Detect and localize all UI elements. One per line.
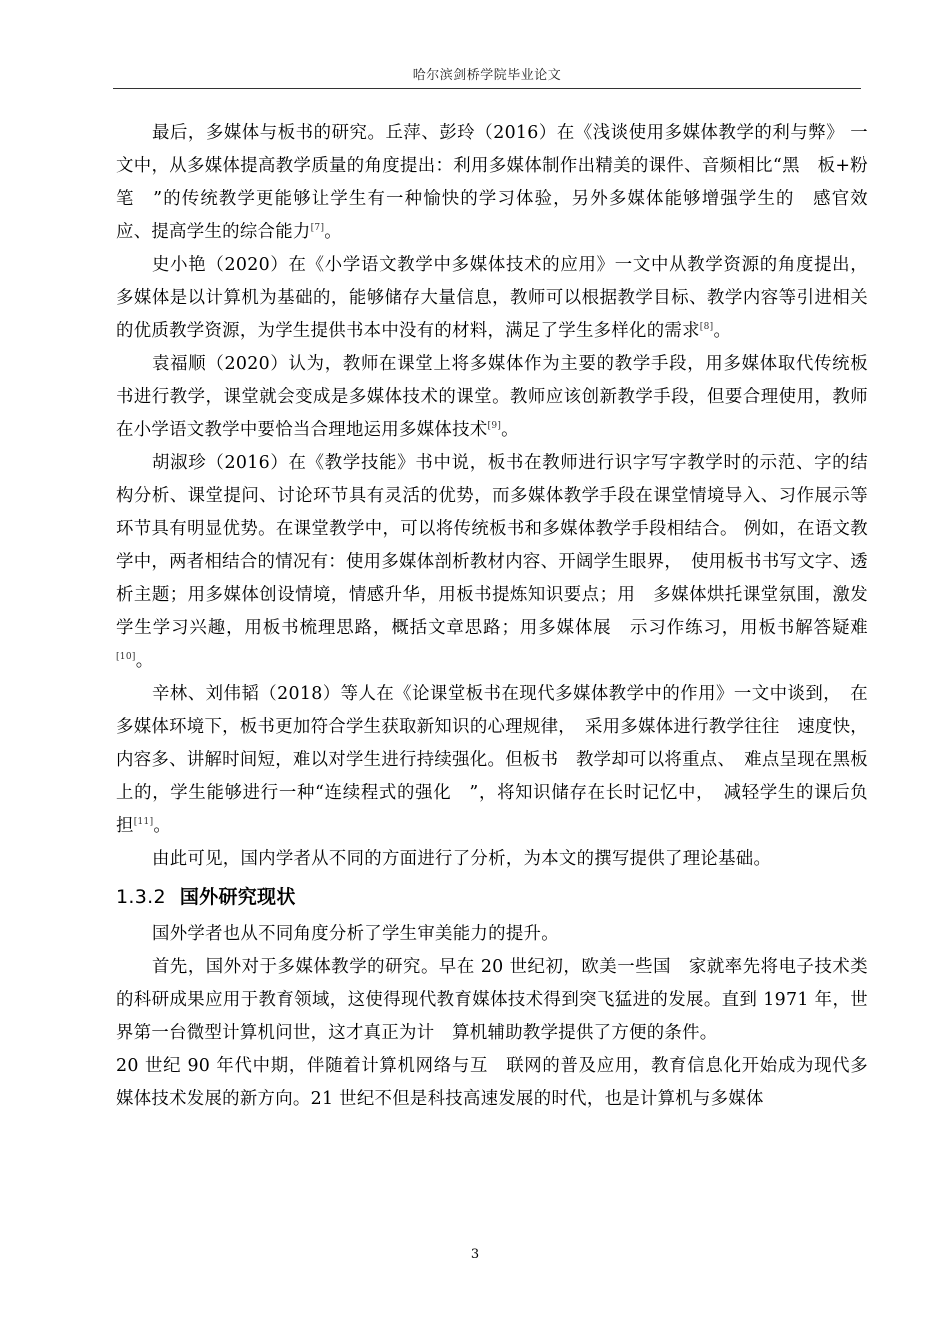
paragraph-text: 胡淑珍（2016）在《教学技能》书中说，板书在教师进行识字写字教学时的示范、字的结构分析、课堂提问、讨论环节具有灵活的优势，而多媒体教学手段在课堂情境导入、习作展示等环节具有明显优势。在课堂教学中，可以将传统板书和多媒体教学手段相结合。 例如，在语文教学中，两者相结合的情况有：使用多媒体剖析教材内容、开阔学生眼界， 使用板书书写文字、透析主题；用多媒体创设情境，情感升华，用板书提炼知识要点；用 多媒体烘托课堂氛围，激发学生学习兴趣，用板书梳理思路，概括文章思路；用多媒体展 示习作练习，用板书解答疑难 [116,453,869,638]
paragraph-text: 史小艳（2020）在《小学语文教学中多媒体技术的应用》一文中从教学资源的角度提出，多媒体是以计算机为基础的，能够储存大量信息，教师可以根据教学目标、教学内容等引进相关的优质教学资源，为学生提供书本中没有的材料，满足了学生多样化的需求 [116,255,868,341]
paragraph-2 [116,249,868,348]
paragraph-end: 。 [135,651,154,671]
section-heading [116,879,868,915]
body-text [116,117,868,1116]
paragraph-end: 。 [501,420,519,440]
paragraph-9: 20 世纪 90 年代中期，伴随着计算机网络与互 联网的普及应用，教育信息化开始成为现代多媒体技术发展的新方向。21 世纪不但是科技高速发展的时代，也是计算机与多媒体 [116,1056,868,1109]
paragraph-end: 。 [153,816,172,836]
citation-ref: [10] [116,652,136,662]
section-number: 1.3.2 [116,886,166,908]
paragraph-3 [116,348,868,447]
paragraph-text: 最后，多媒体与板书的研究。丘萍、彭玲（2016）在《浅谈使用多媒体教学的利与弊》 一文中，从多媒体提高教学质量的角度提出：利用多媒体制作出精美的课件、音频相比“黑 板+粉笔 ”的传统教学更能够让学生有一种愉快的学习体验，另外多媒体能够增强学生的 感官效应、提高学生的综合能力 [116,123,868,242]
paragraph-5 [116,678,868,843]
paragraph-text: 辛林、刘伟韬（2018）等人在《论课堂板书在现代多媒体教学中的作用》一文中谈到， 在多媒体环境下，板书更加符合学生获取新知识的心理规律， 采用多媒体进行教学往往 速度快，内容多、讲解时间短，难以对学生进行持续强化。但板书 教学却可以将重点、 难点呈现在黑板上的，学生能够进行一种“连续程式的强化 ”，将知识储存在长时记忆中， 减轻学生的课后负担 [116,684,869,836]
paragraph-7: 国外学者也从不同角度分析了学生审美能力的提升。 [152,924,559,944]
paragraph-end: 。 [324,222,342,242]
paragraph-text: 袁福顺（2020）认为，教师在课堂上将多媒体作为主要的教学手段，用多媒体取代传统板书进行教学，课堂就会变成是多媒体技术的课堂。教师应该创新教学手段，但要合理使用，教师在小学语文教学中要恰当合理地运用多媒体技术 [116,354,868,440]
paragraph-6: 由此可见，国内学者从不同的方面进行了分析，为本文的撰写提供了理论基础。 [152,849,772,869]
section-title: 国外研究现状 [179,886,296,908]
citation-ref: [7] [310,223,325,233]
paragraph-end: 。 [713,321,732,341]
citation-ref: [9] [487,421,502,431]
running-header: 哈尔滨剑桥学院毕业论文 [412,68,562,83]
paragraph-8: 首先，国外对于多媒体教学的研究。早在 20 世纪初，欧美一些国 家就率先将电子技术类的科研成果应用于教育领域，这使得现代教育媒体技术得到突飞猛进的发展。直到 1971 年，世界第一台微型计算机问世，这才真正为计 算机辅助教学提供了方便的条件。 [116,957,868,1043]
citation-ref: [11] [133,817,154,827]
page-number: 3 [470,1247,480,1262]
header-rule [113,88,861,89]
paragraph-4 [116,447,868,678]
citation-ref: [8] [699,322,714,332]
paragraph-1 [116,117,868,249]
